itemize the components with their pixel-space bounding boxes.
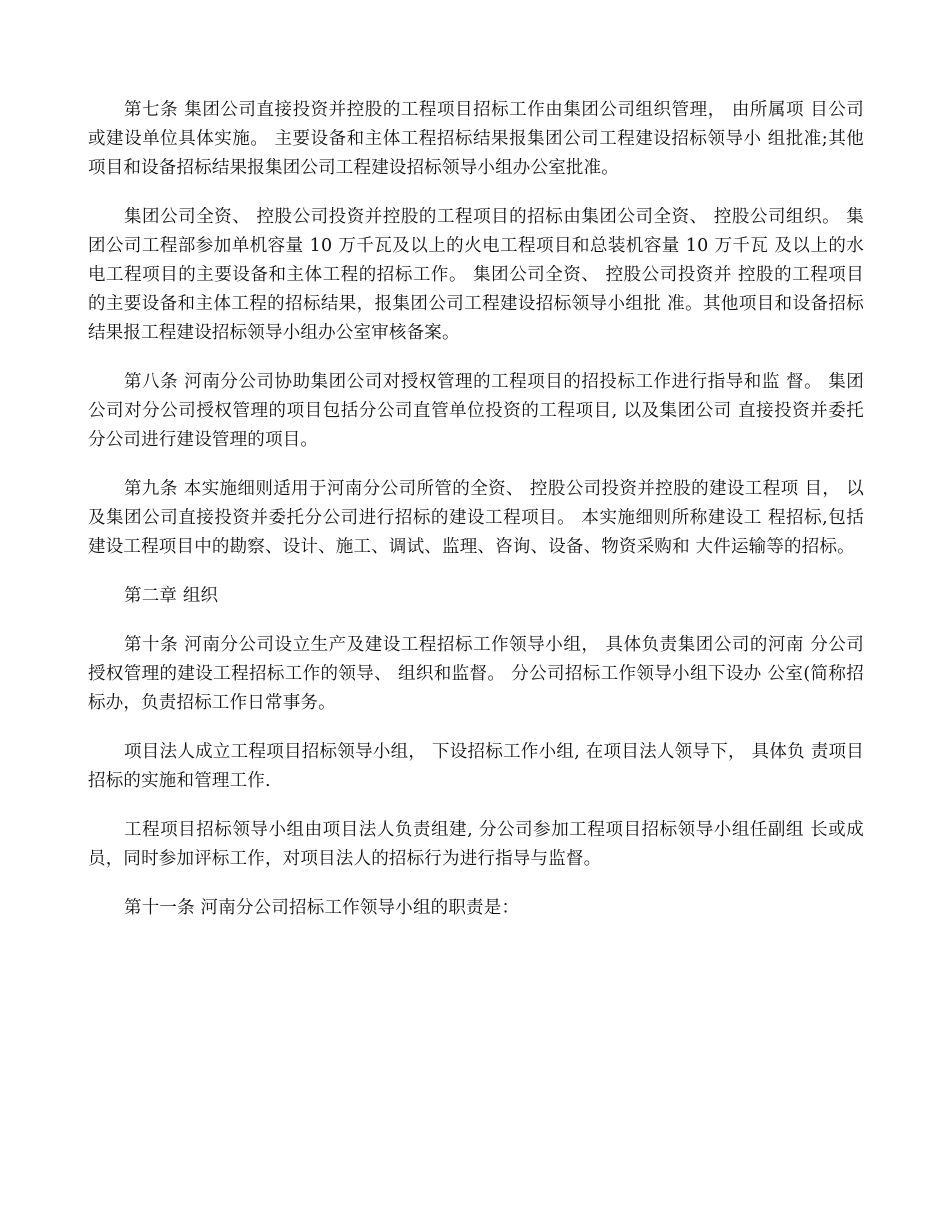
paragraph-article-7: 第七条 集团公司直接投资并控股的工程项目招标工作由集团公司组织管理， 由所属项 目公司或建设单位具体实施。 主要设备和主体工程招标结果报集团公司工程建设招标领导小 组批准;其他项目和设备招标结果报集团公司工程建设招标领导小组办公室批准。	[88, 100, 864, 178]
document-body	[88, 96, 864, 943]
paragraph-article-11: 第十一条 河南分公司招标工作领导小组的职责是：	[124, 898, 520, 918]
paragraph-article-8: 第八条 河南分公司协助集团公司对授权管理的工程项目的招投标工作进行指导和监 督。 集团公司对分公司授权管理的项目包括分公司直管单位投资的工程项目, 以及集团公司 直接投资并委托分公司进行建设管理的项目。	[88, 372, 864, 450]
paragraph-article-10: 第十条 河南分公司设立生产及建设工程招标工作领导小组， 具体负责集团公司的河南 分公司授权管理的建设工程招标工作的领导、 组织和监督。 分公司招标工作领导小组下设办 公室(简称招标办，负责招标工作日常事务。	[88, 635, 864, 713]
paragraph-leading-group: 工程项目招标领导小组由项目法人负责组建, 分公司参加工程项目招标领导小组任副组 长或成员，同时参加评标工作，对项目法人的招标行为进行指导与监督。	[88, 820, 864, 869]
paragraph-article-9: 第九条 本实施细则适用于河南分公司所管的全资、 控股公司投资并控股的建设工程项 目， 以及集团公司直接投资并委托分公司进行招标的建设工程项目。 本实施细则所称建设工 程招标,包括建设工程项目中的勘察、设计、施工、调试、监理、咨询、设备、物资采购和 大件运输等的招标。	[88, 479, 864, 557]
chapter-heading-organization: 第二章 组织	[124, 586, 219, 606]
paragraph-subsidiary-tendering: 集团公司全资、 控股公司投资并控股的工程项目的招标由集团公司全资、 控股公司组织。 集团公司工程部参加单机容量 10 万千瓦及以上的火电工程项目和总装机容量 10 万千瓦 及以上的水电工程项目的主要设备和主体工程的招标工作。 集团公司全资、 控股公司投资并 控股的工程项目的主要设备和主体工程的招标结果，报集团公司工程建设招标领导小组批 准。其他项目和设备招标结果报工程建设招标领导小组办公室审核备案。	[88, 207, 864, 343]
paragraph-project-legal-person: 项目法人成立工程项目招标领导小组， 下设招标工作小组, 在项目法人领导下， 具体负 责项目招标的实施和管理工作.	[88, 742, 864, 791]
